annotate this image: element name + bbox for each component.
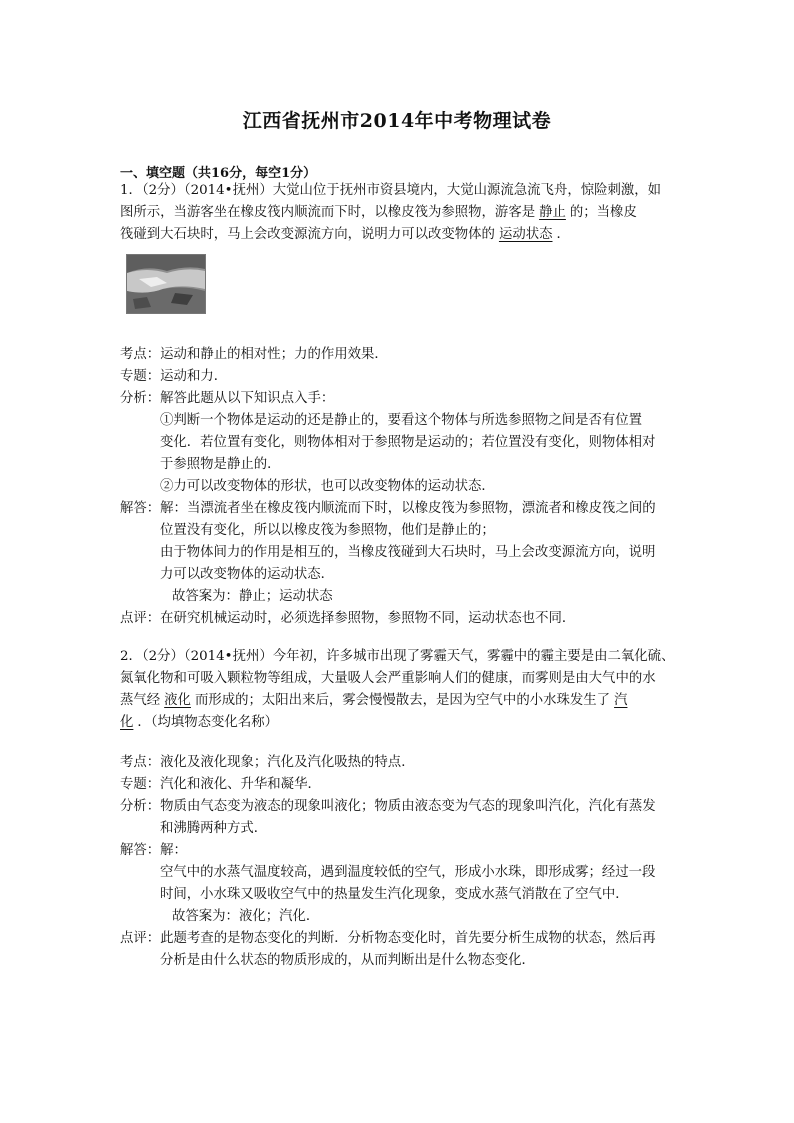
section-heading: 一、填空题（共16分，每空1分） <box>120 166 317 181</box>
q2-line-2: 氮氧化物和可吸入颗粒物等组成，大量吸人会严重影响人们的健康，而雾则是由大气中的水 <box>120 671 656 686</box>
q2-fenxi-line-1: 和沸腾两种方式． <box>160 821 268 836</box>
q1-line-2: 图所示，当游客坐在橡皮筏内顺流而下时，以橡皮筏为参照物，游客是 静止 的；当橡皮 <box>120 205 637 220</box>
q2-jieda-line-1: 空气中的水蒸气温度较高，遇到温度较低的空气，形成小水珠，即形成雾；经过一段 <box>160 865 656 880</box>
q2-line-3: 蒸气经 液化 而形成的；太阳出来后，雾会慢慢散去，是因为空气中的小水珠发生了 汽 <box>120 690 680 712</box>
q2-line-1: 2．（2分）（2014•抚州）今年初，许多城市出现了雾霾天气，雾霾中的霾主要是由二氧化硫、 <box>120 649 675 664</box>
q1-fenxi-line-2: 变化．若位置有变化，则物体相对于参照物是运动的；若位置没有变化，则物体相对 <box>160 435 656 450</box>
q1-jieda-line-3: 力可以改变物体的运动状态． <box>160 567 335 582</box>
q1-jieda-line-1: 位置没有变化，所以以橡皮筏为参照物，他们是静止的； <box>160 523 495 538</box>
q2-dianping-line-1: 分析是由什么状态的物质形成的，从而判断出是什么物态变化． <box>160 953 535 968</box>
q2-answer-blank-1: 液化 <box>164 693 191 708</box>
q1-dianping: 点评：在研究机械运动时，必须选择参照物，参照物不同，运动状态也不同． <box>120 611 576 626</box>
q2-dianping: 点评：此题考查的是物态变化的判断．分析物态变化时，首先要分析生成物的状态，然后再 <box>120 931 656 946</box>
rafting-photo-image <box>127 255 205 313</box>
q2-answer-blank-2b: 化 <box>120 715 134 730</box>
rafting-photo <box>126 254 206 314</box>
q1-answer-summary: 故答案为：静止；运动状态 <box>172 589 333 604</box>
q1-line-3: 筏碰到大石块时，马上会改变源流方向，说明力可以改变物体的 运动状态 ． <box>120 227 570 242</box>
q1-line-1: 1．（2分）（2014•抚州）大觉山位于抚州市资县境内，大觉山源流急流飞舟，惊险刺激，如 <box>120 183 662 198</box>
q1-fenxi-line-1: ①判断一个物体是运动的还是静止的，要看这个物体与所选参照物之间是否有位置 <box>160 413 643 428</box>
q2-answer-blank-2a: 汽 <box>614 693 628 708</box>
q2-jieda: 解答：解： <box>120 843 187 858</box>
q1-jieda-line-2: 由于物体间力的作用是相互的，当橡皮筏碰到大石块时，马上会改变源流方向，说明 <box>160 545 656 560</box>
q1-kaodian: 考点：运动和静止的相对性；力的作用效果． <box>120 347 388 362</box>
q1-answer-blank-2: 运动状态 <box>498 227 553 242</box>
q2-kaodian: 考点：液化及液化现象；汽化及汽化吸热的特点． <box>120 755 415 770</box>
q2-answer-summary: 故答案为：液化；汽化． <box>172 909 320 924</box>
q2-line-4: 化 ．（均填物态变化名称） <box>120 715 278 730</box>
q1-jieda: 解答：解：当漂流者坐在橡皮筏内顺流而下时，以橡皮筏为参照物，漂流者和橡皮筏之间的 <box>120 501 656 516</box>
q2-jieda-line-2: 时间，小水珠又吸收空气中的热量发生汽化现象，变成水蒸气消散在了空气中． <box>160 887 629 902</box>
q1-fenxi: 分析：解答此题从以下知识点入手： <box>120 391 335 406</box>
q1-answer-blank-1: 静止 <box>539 205 566 220</box>
q1-fenxi-line-3: 于参照物是静止的． <box>160 457 281 472</box>
q2-fenxi: 分析：物质由气态变为液态的现象叫液化；物质由液态变为气态的现象叫汽化，汽化有蒸发 <box>120 799 656 814</box>
q1-zhuanti: 专题：运动和力． <box>120 369 228 384</box>
q1-fenxi-line-4: ②力可以改变物体的形状，也可以改变物体的运动状态． <box>160 479 495 494</box>
q2-zhuanti: 专题：汽化和液化、升华和凝华． <box>120 777 321 792</box>
page-title: 江西省抚州市2014年中考物理试卷 <box>242 110 552 132</box>
